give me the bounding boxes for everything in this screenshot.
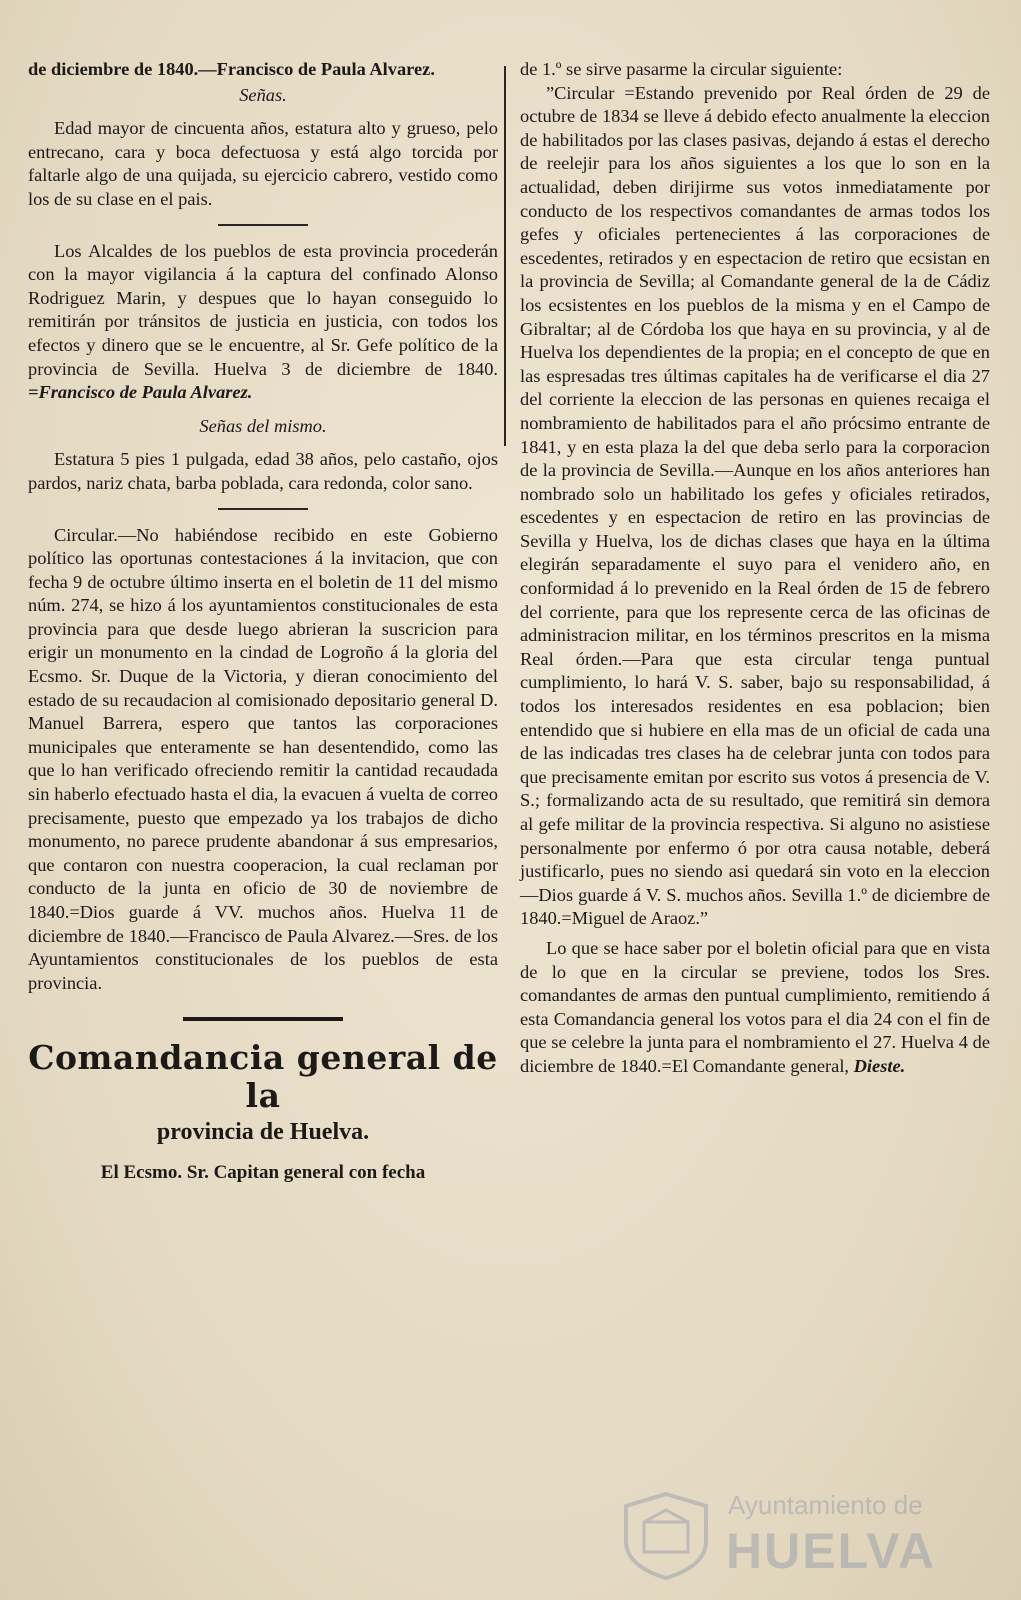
boletin-notice-signature: Dieste. xyxy=(853,1055,906,1076)
right-column xyxy=(520,58,990,1079)
left-opening-line: de diciembre de 1840.—Francisco de Paula Alvarez. xyxy=(28,59,435,79)
section-divider xyxy=(218,508,308,510)
boletin-notice xyxy=(520,937,990,1079)
circular-habilitados: ”Circular =Estando prevenido por Real órden de 29 de octubre de 1834 se lleve á debido efecto anualmente la eleccion de habilitados por las clases pasivas, dejando á estas el derecho de reelejir para los años siguientes a los que lo son en la actualidad, deben dirijirme sus votos inmediatamente por conducto de los respectivos comandantes de armas todos los gefes y oficiales pertenecientes á las corporaciones de escedentes, retirados y en espectacion de retiro que ecsistan en la provincia de Sevilla; al Comandante general de la de Cádiz los ecsistentes en los pueblos de la misma y en el Campo de Gibraltar; al de Córdoba los que haya en su provincia, y al de Huelva los dependientes de la propia; en el concepto de que en las espresadas tres últimas capitales ha de verificarse el dia 27 del corriente la eleccion de las personas en quienes recaiga el nombramiento de habilitados para el año prócsimo entrante de 1841, y en esta plaza la del que deba serlo para la corporacion de la provincia de Sevilla.—Aunque en los años anteriores han nombrado solo un habilitado los gefes y oficiales retirados, escedentes y en espectacion de retiro en las provincias de Sevilla y Huelva, los de dichas clases que haya en la última elegirán separadamente el suyo para el venidero año, en conformidad á lo prevenido en la Real órden de 15 de febrero del corriente, para que los represente cerca de las oficinas de administracion militar, en los términos prescritos en la misma Real órden.—Para que esta circular tenga puntual cumplimiento, lo hará V. S. saber, bajo su responsabilidad, á todos los interesados residentes en esa poblacion; bien entendido que si hubiere en ella mas de un oficial de cada una de las indicadas tres clases ha de celebrar junta con todos para que precisamente emitan por escrito sus votos á presencia de V. S.; formalizando acta de su resultado, que remitirá sin demora al gefe militar de la provincia respectiva. Si alguno no asistiese personalmente por enfermo ó por otra causa notable, deberá justificarlo, pues no siendo asi quedará sin voto en la eleccion —Dios guarde á V. S. muchos años. Sevilla 1.º de diciembre de 1840.=Miguel de Araoz.” xyxy=(520,82,990,929)
boletin-notice-text: Lo que se hace saber por el boletin oficial para que en vista de lo que en la circular se previene, todos los Sres. comandantes de armas den puntual cumplimiento, remitiendo á esta Comandancia general los votos para el dia 24 con el fin de que se celebre la junta para el nombramiento el 27. Huelva 4 de diciembre de 1840.=El Comandante general, xyxy=(520,937,990,1076)
circular-monumento: Circular.—No habiéndose recibido en este Gobierno político las oportunas contestaciones á la invitacion, que con fecha 9 de octubre último inserta en el boletin de 11 del mismo núm. 274, se hizo á los ayuntamientos constitucionales de esta provincia para que desde luego abrieran la suscricion para erigir un monumento en la cindad de Logroño á la gloria del Ecsmo. Sr. Duque de la Victoria, y dieran conocimiento del estado de su recaudacion al comisionado depositario general D. Manuel Barrera, espero que tantos las corporaciones municipales que enteramente se han desentendido, como las que lo han verificado ofreciendo remitir la cantidad recaudada sin haberlo efectuado hasta el dia, la evacuen á vuelta de correo precisamente, puesto que empezado ya los trabajos de dicho monumento, no parece prudente abandonar á sus empresarios, que contaron con nuestra cooperacion, la cual reclaman por conducto de la junta en oficio de 30 de noviembre de 1840.=Dios guarde á VV. muchos años. Huelva 11 de diciembre de 1840.—Francisco de Paula Alvarez.—Sres. de los Ayuntamientos constitucionales de los pueblos de esta provincia. xyxy=(28,524,498,993)
ayuntamiento-huelva-watermark xyxy=(616,1486,946,1582)
heading-divider xyxy=(183,1017,343,1021)
section-divider xyxy=(218,224,308,226)
senas-title: Señas. xyxy=(239,84,287,105)
alcaldes-notice xyxy=(28,240,498,405)
watermark-line-2: HUELVA xyxy=(726,1523,937,1579)
comandancia-heading: Comandancia general de la xyxy=(28,1038,498,1116)
comandancia-subheading: provincia de Huelva. xyxy=(156,1119,370,1146)
column-divider xyxy=(504,66,506,446)
alcaldes-notice-signature: =Francisco de Paula Alvarez. xyxy=(28,382,253,403)
senas-mismo-title: Señas del mismo. xyxy=(199,415,327,436)
alcaldes-notice-text: Los Alcaldes de los pueblos de esta provincia procederán con la mayor vigilancia á la captura del confinado Alonso Rodriguez Marin, y despues que lo hayan conseguido lo remitirán por tránsitos de justicia en justicia, con todos los efectos y dinero que se le encuentre, al Sr. Gefe político de la provincia de Sevilla. Huelva 3 de diciembre de 1840. xyxy=(28,240,498,379)
left-column xyxy=(28,58,498,1185)
senas-description: Edad mayor de cincuenta años, estatura alto y grueso, pelo entrecano, cara y boca defectuosa y está algo torcida por faltarle algo de una quijada, su ejercicio cabrero, vestido como los de su clase en el pais. xyxy=(28,118,498,209)
watermark-line-1: Ayuntamiento de xyxy=(728,1490,923,1520)
city-crest-icon xyxy=(616,1486,716,1582)
right-opening-line: de 1.º se sirve pasarme la circular siguiente: xyxy=(520,59,843,79)
senas-mismo-description: Estatura 5 pies 1 pulgada, edad 38 años, pelo castaño, ojos pardos, nariz chata, barba poblada, cara redonda, color sano. xyxy=(28,449,498,493)
capitan-general-line: El Ecsmo. Sr. Capitan general con fecha xyxy=(100,1162,426,1184)
